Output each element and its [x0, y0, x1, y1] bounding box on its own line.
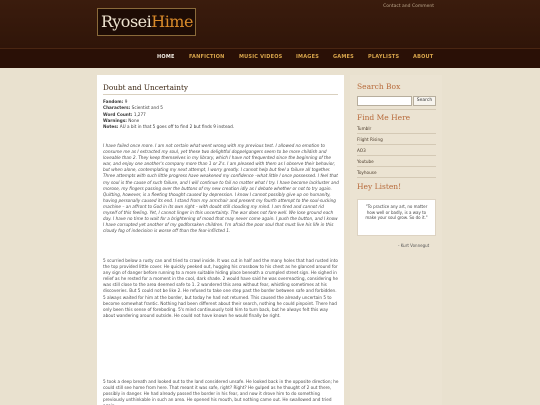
search-input[interactable] [357, 96, 412, 106]
nav-fanfiction[interactable]: FANFICTION [189, 54, 225, 60]
meta-key: Word Count: [103, 111, 133, 117]
post-paragraph: 5 took a deep breath and looked out to the land considered unsafe. He looked back in the opposite direction; he could still see home from here. That meant it was safe, right? Right? He gulped as he thought of 2 out there, possibly in danger. He had already passed the border in his fear, and now it drove him to do something previously unthinkable in such an area. He opened his mouth, but nothing came out. He swallowed and tried [103, 379, 339, 403]
post-title[interactable]: Doubt and Uncertainty [103, 83, 189, 92]
sidebar [350, 75, 442, 405]
nav-images[interactable]: IMAGES [296, 54, 320, 60]
meta-row [103, 124, 234, 130]
nav-home[interactable]: HOME [157, 54, 175, 60]
post-paragraph: 5 scurried below a rusty can and tried to crawl inside. It was cut in half and the many holes that had rusted into the top provided little cover. He quickly peeked out, hugging his crossbow to his chest as he glanced around for any sign of danger before running to a more suitable hiding place beneath a crumpled street sign. He sighed in relief as he rested for a moment in the cool, dark shade. 2 would have said he was overreacting, considering he was still close to the area deemed safe to 1. 2 wandered this area without fear, whistling sometimes at his discoveries. But 5 could not be like 2. He refused to take one step past the border between safe and forbidden. 5 always waited for him at the border, but today he had not returned. This caused the already uncertain 5 to become somewhat frantic. Nothing had been different about their search, nothing he could pinpoint. There had only been this sense of foreboding. 5's mind continuously told him to turn back, but he always felt this way about wandering around outside. He could not have known he would finally be right. [103, 258, 338, 318]
quote-box: "To practice any art, no matter how well or badly, is a way to make your soul grow. So do it." [357, 199, 436, 236]
nav-playlists[interactable]: PLAYLISTS [368, 54, 400, 60]
divider [357, 109, 436, 110]
meta-key: Fandom: [103, 99, 124, 104]
hey-listen-heading: Hey Listen! [357, 182, 402, 191]
logo-text-part1: Ryosei [101, 12, 152, 31]
logo-text-part2: Hime [151, 12, 193, 31]
title-divider [103, 94, 338, 95]
nav-about[interactable]: ABOUT [413, 54, 434, 60]
post-meta [103, 99, 234, 130]
sidebar-link-toyhouse[interactable]: Toyhouse [357, 169, 436, 178]
site-header [0, 0, 540, 68]
nav-music-videos[interactable]: MUSIC VIDEOS [239, 54, 283, 60]
search-heading: Search Box [357, 82, 401, 91]
search-button[interactable]: Search [413, 96, 436, 106]
meta-key: Notes: [103, 124, 119, 130]
main-nav [0, 48, 540, 68]
meta-value: 1,277 [133, 111, 146, 117]
meta-key: Characters: [103, 105, 131, 111]
sidebar-link-ao3[interactable]: AO3 [357, 147, 436, 156]
meta-value: Scientist and 5 [131, 105, 163, 111]
post-paragraph: I have failed once more. I am not certain what went wrong with my previous test. I allowed no emotion to consume me as I extracted my soul, yet these two delightful doppelgangers seem to be more childish and loveable than 2. They keep themselves in my library, which I have not frequented since the beginning of the war, and enjoy one another's company more than 1 or 2's. I am pleased with them as I observe their behavior, but when alone, contemplating my next attempt, I worry greatly. I cannot help but feel a failure all together. Three attempts with such little progress have weakened my confidence –what little I once possessed. I feel that my soul is the cause of such failure, and I will continue to fail no matter what I try. I have become lackluster and morose, my fingers passing over the buttons of my new creation idly as I debate whether or not to try again. Quitting, however, is a fleeting thought caused by depression. I know I cannot possibly give up on humanity, having personally caused its end. I stand from my armchair and present my fourth attempt to the soul-sucking machine – an affront to God in its own right – with doubt still clouding my mind. I am tired and cannot rid myself of this feeling. Yet, I cannot linger in this uncertainty. The war does not fare well. We lose ground each day. I have no time to wait for a brightening of mood that may never come again. I push the button, and I know I have corrupted yet another of my godforsaken children. I'm afraid the poor soul that must live his life in this cloudy fog of indecision is worse off than the fear-inflicted 1. [103, 143, 339, 234]
sidebar-link-youtube[interactable]: Youtube [357, 158, 436, 167]
sidebar-link-tumblr[interactable]: Tumblr [357, 125, 436, 134]
post-content [97, 75, 344, 405]
site-logo[interactable] [97, 8, 196, 36]
quote-author: - Kurt Vonnegut [398, 243, 430, 248]
find-me-heading: Find Me Here [357, 113, 411, 122]
meta-value: AU a bit in that 5 goes off to find 2 but finds 9 instead. [119, 124, 235, 130]
contact-link[interactable]: Contact and Comment [383, 4, 434, 9]
meta-key: Warnings: [103, 117, 127, 123]
meta-value: 9 [124, 99, 128, 104]
meta-value: None [128, 117, 140, 123]
sidebar-link-flight-rising[interactable]: Flight Rising [357, 136, 436, 145]
nav-games[interactable]: GAMES [333, 54, 354, 60]
